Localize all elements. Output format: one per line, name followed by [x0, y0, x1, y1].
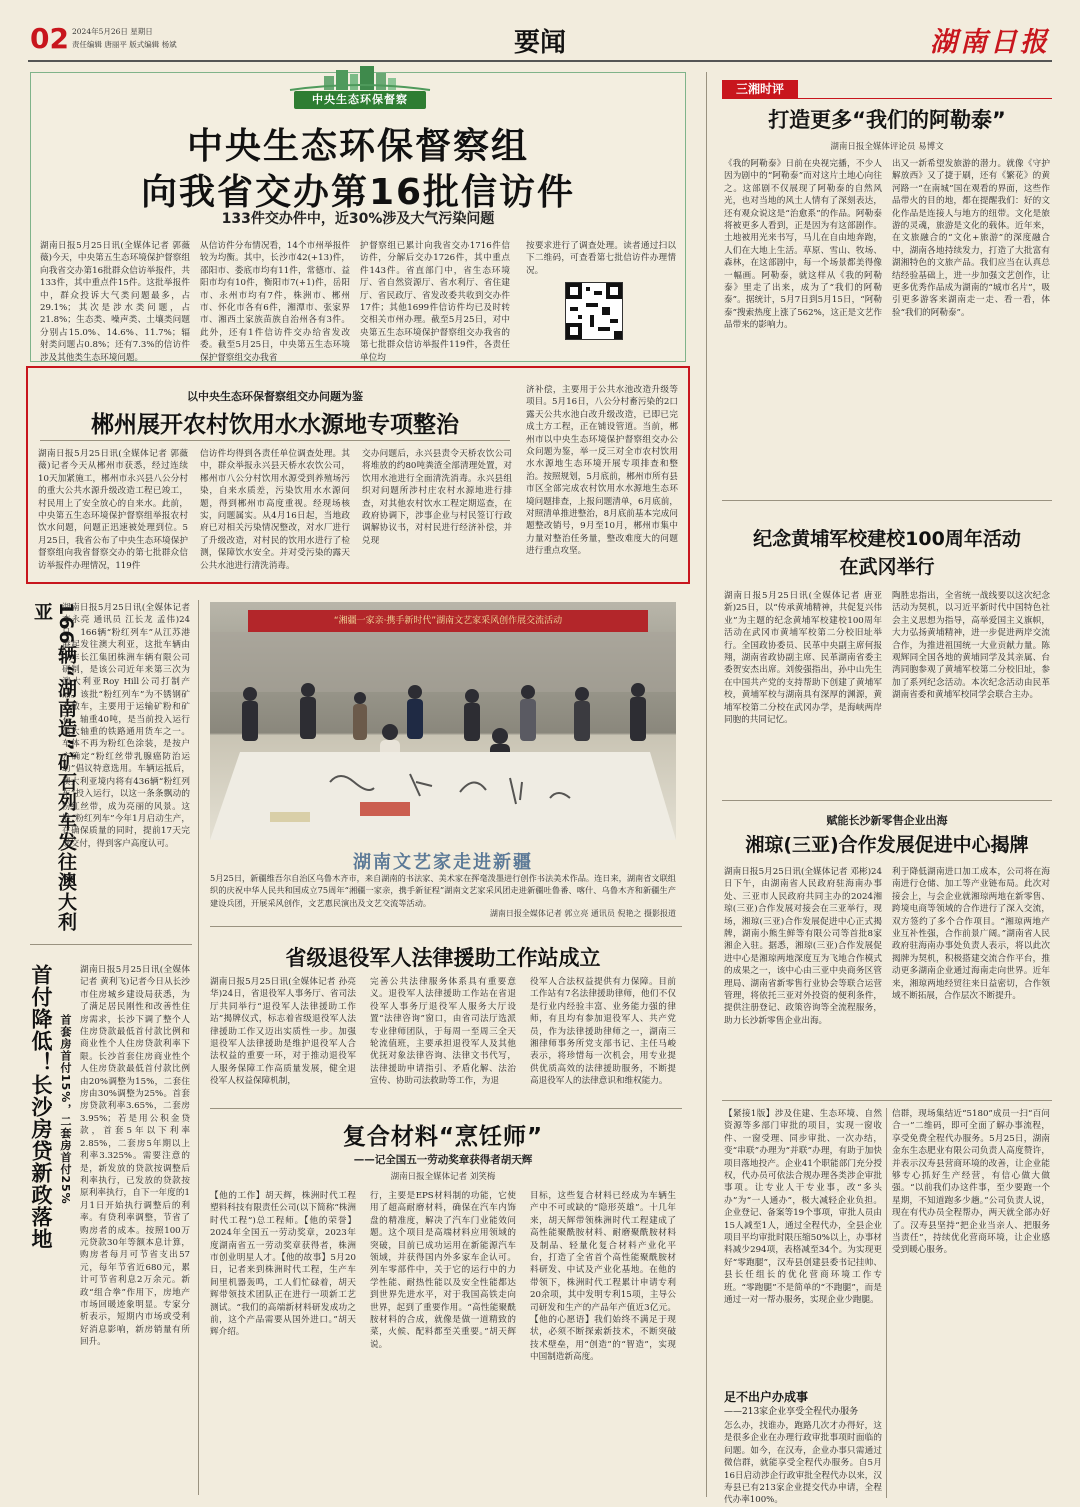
date-line: 2024年5月26日 星期日 — [72, 27, 153, 36]
service-col3-title: 足不出户办成事 — [724, 1390, 809, 1404]
commentary-tag-rule — [722, 98, 1052, 99]
housing-text: 湖南日报5月25日讯(全媒体记者 黄利飞)记者今日从长沙市住房城乡建设局获悉，为了满足居民刚性和改善性住房需求，长沙下调了整个人住房贷款最低首付款比例和商业性个人住房贷款利率下限。长沙首套住房商业性个人住房贷款最低首付款比例由20%调整为15%，二套住房由30%调整为25%。首套房贷款利率3.65%，二套房3.95%；若是用公积金贷款，首套5年以下利率2.85%，二套房5年期以上利率3.325%。需要注意的是，新发放的贷款按调整后利率执行，已发放的贷款按原利率执行，自下一年度的1月1日开始执行调整后的利率。有贷利率调整，节省了购房者的成本。按照100万元贷款30年等额本息计算，购房者每月可节省支出57元，每年节省近680元，累计可节省利息2万余元。新政“组合拳”作用下，房地产市场回暖迹象明显。专家分析表示，短期内市场或受利好消息影响，新房销量有所回升。 — [80, 965, 190, 1348]
chenzhou-col4: 济补偿，主要用于公共水池改造升级等项目。5月16日，八公分村畜污染的2口露天公共水池白改升级改造，已即已完成土方工程，正在铺设管道。当前，郴州市以中央生态环境保护督察组交办公众问题为鉴，举一反三对全市农村饮用水水源地生态环境开展专项排查和整治。按照规划，5月底前，郴州市所有县市区全部完成农村饮用水水源地生态环境问题排查，上报问题清单，6月底前，对照清单推进整治，8月底前基本完成问题整改销号，9月至10月，郴州市集中力量对整治任务量，整改难度大的问题进行重点攻坚。 — [526, 385, 678, 557]
qr-code-icon — [566, 283, 622, 339]
qr-code[interactable] — [565, 282, 623, 340]
env-banner-graphic — [280, 64, 440, 112]
service-col3: 怎么办，找谁办，跑路几次才办得好，这是很多企业在办理行政审批事项时面临的问题。如今，在汉寿，企业办事只需通过微信群，就能享受全程代办服务。自5月16日启动涉企行政审批全程代办以来，汉寿县已有213家企业提交代办申请，全程代办率100%。 — [724, 1421, 882, 1506]
lead-headline-line1: 中央生态环保督察组 — [186, 126, 529, 167]
xinjiang-photo — [210, 602, 676, 840]
composite-headline: 复合材料“烹饪师” — [342, 1124, 544, 1150]
masthead — [0, 0, 1080, 66]
veterans-col3: 役军人合法权益提供有力保障。目前工作站有7名法律援助律师，他们不仅是行业内经验丰富、业务能力强的律师，有且均有参加退役军人、共产党员，作为法律援助律师之一，湖南三湘律师事务所党支部书记、主任马峻表示，将珍惜每一次机会，用专业提供优质高效的法律援助服务，不断提高退役军人的法律意识和维权能力。 — [530, 977, 676, 1087]
lead-col4: 按要求进行了调查处理。读者通过扫以下二维码，可查看第七批信访件办理情况。 — [526, 241, 676, 276]
chenzhou-title-rule — [40, 440, 510, 441]
service-col1: 【紧接1版】涉及住建、生态环境、自然资源等多部门审批的项目，实现一窗收件、一窗受理、同步审批、一次办结，变“串联”办理为“并联”办理，有助于加快项目落地投产。企业41个职能部门充分授权，代办员可依法合规办理各类涉企审批事项。让专业人干专业事，改“多头办”为“一人通办”，极大减轻企业负担。企业登记、备案等19个事项，审批人员由15人减至1人，通过全程代办，全县企业项目平均审批时限压缩50%以上，办事材料减少294项，表格减至34个。为实现更好“零跑腿”，汉寿县创建县委书记挂帅、县长任组长的优化营商环境工作专班。“零跑腿”不是简单的“不跑腿”，而是通过一对一帮办服务，实现企业少跑腿。 — [724, 1109, 882, 1306]
train-text: 湖南日报5月25日讯(全媒体记者 李永亮 通讯员 江长龙 孟伟)24日，166辆“粉红列车”从江苏港港起发往澳大利亚，这批车辆由中车长江集团株洲车辆有限公司研制，是该公司近年来第三次为澳大利亚Roy Hill公司打制产品。该批“粉红列车”为不锈钢矿石敞车，主要用于运输矿粉和矿石，轴重40吨，是当前投入运行最大轴重的铁路通用货车之一。车体不再为粉红色涂装，是按户方确定“粉红丝带乳腺癌防治运动”倡议特意选用。车辆运抵后，澳大利亚境内将有436辆“粉红列车”投入运行，以这一条条飘动的粉红丝带，成为亮丽的风景。这批“粉红列车”今年1月启动生产，在确保质量的同时，提前17天完成交付，得到客户高度认可。 — [62, 603, 190, 849]
photo-event-banner: “湘疆一家亲·携手新时代”湖南文艺家采风创作展交流活动 — [248, 610, 648, 632]
hainan-col1: 湖南日报5月25日讯(全媒体记者 邓彬)24日下午，由湖南省人民政府驻海南办事处、三亚市人民政府共同主办的2024湘琼(三亚)合作发展对接会在三亚举行，现场，湘琼(三亚)合作发展促进中心正式揭牌，湖南小熊生鲜等有限公司等首批8家湘企入驻。据悉，湘琼(三亚)合作发展促进中心是湘琼两地深度互为飞地合作模式的成果之一，该中心由三亚中央商务区管理局、湖南省新零售行业协会等联合运营管理，将依托三亚对外投资的便利条件，提供注册登记、政策咨询等全流程服务，助力长沙新零售企业出海。 — [724, 867, 882, 1026]
whampoa-headline-line1: 纪念黄埔军校建校100周年活动 — [753, 528, 1021, 550]
editors-line: 责任编辑 唐丽平 版式编辑 杨斌 — [72, 40, 177, 49]
service-col3-subtitle: ——213家企业享受全程代办服务 — [724, 1407, 859, 1417]
commentary-byline: 湖南日报全媒体评论员 易博文 — [830, 142, 944, 152]
veterans-bottom-rule — [210, 1108, 682, 1109]
photo-credit: 湖南日报全媒体记者 郭立亮 通讯员 倪艳之 摄影报道 — [489, 909, 676, 918]
commentary-tag: 三湘时评 — [722, 80, 798, 98]
commentary-col2: 出又一新希望发旅游的潜力。就像《守护解放西》又了捷于刷，还有《繁花》的黄河路一“在南城”国在观看的界面，这些作品带火的目的地，都在提醒我们：好的文化作品是连接人与地方的纽带。文化是旅游的灵魂，旅游是文化的载体。近年来，在文旅融合的“文化+旅游”的深度融合中，湖南各地持续发力，打造了大批富有湖湘特色的文旅产品。我们应当在认真总结经验基础上，进一步加强文艺创作，让更多优秀作品成为湖南的“城市名片”，吸引更多游客来湖南走一走、看一看，体验“我们的阿勒泰”。 — [892, 159, 1050, 318]
column-divider-left — [198, 600, 199, 1495]
train-vertical-headline: 166辆“湖南造”矿石列车发往澳大利亚 — [31, 602, 77, 932]
composite-col1: 【他的工作】胡天辉，株洲时代工程塑料科技有限责任公司(以下简称“株洲时代工程”)总工程师。【他的荣誉】2024年全国五一劳动奖章，2023年度湖南省五一劳动奖章获得者，株洲市创业明星人才。【他的故事】5月20日，记者来到株洲时代工程，生产车间里机器轰鸣，工人们忙碌着，胡天辉带领技术团队正在进行一项新工艺测试。“我们的高端新材料研发成功之前，这个产品需要从国外进口。”胡天辉介绍。 — [210, 1191, 356, 1338]
commentary-col1: 《我的阿勒泰》日前在央视完播，不少人因为剧中的“阿勒泰”而对这片土地心向往之。这部剧不仅展现了阿勒泰的自然风光，也对当地的风土人情有了深刻表达，还有观众说这是“治愈系”的作品。阿勒泰将被更多人看到，正是因为有这部剧作。土地被用光来书写，马儿在自由地奔跑，人们在大地上生活。草原、雪山、牧场、森林，在这部剧中，每一个场景都美得像一幅画。阿勒泰，就这样从《我的阿勒泰》里走了出来，成为了“我们的阿勒泰”。据统计，5月7日到5月15日，“阿勒泰”搜索热度上涨了562%，这正是文艺作品带来的影响力。 — [724, 159, 882, 331]
lead-col2: 从信访件分布情况看，14个市州举报件较为均衡。其中，长沙市42(+13)件，邵阳市、娄底市均有11件，常德市、益阳市均有10件，衡阳市7(+1)件，岳阳市、永州市均有7件，株洲市、郴州市、怀化市各有6件，湘潭市、张家界市、湘西土家族苗族自治州各有3件。此外，还有1件信访件交办给省发改委。截至5月25日，中央第五生态环境保护督察组交办我省 — [200, 241, 350, 363]
lead-subheadline: 133件交办件中，近30%涉及大气污染问题 — [221, 211, 495, 227]
env-banner-label: 中央生态环保督察 — [294, 91, 426, 109]
composite-byline: 湖南日报全媒体记者 刘笑梅 — [390, 1172, 496, 1182]
chenzhou-col1: 湖南日报5月25日讯(全媒体记者 郭薇薇)记者今天从郴州市获悉，经过连续10天加紧施工，郴州市永兴县八公分村的重大公共水源升级改造工程已竣工，村民用上了安全放心的自来水。此前，中央第五生态环境保护督察组举报农村饮水问题，问题正迅速被处理到位。5月25日，我省公布了中央生态环境保护督察组向我省督察交办的第七批群众信访举报件办理情况，119件 — [38, 449, 188, 571]
photo-caption: 5月25日，新疆维吾尔自治区乌鲁木齐市，来自湖南的书法家、美术家在挥毫泼墨进行创作书法美术作品。连日来，湖南省文联组织的庆祝中华人民共和国成立75周年“湘疆一家亲，携手新征程”湖南文艺家采风团走进新疆吐鲁番、喀什、乌鲁木齐和新疆生产建设兵团，开展采风创作，文艺惠民演出及文艺交流等活动。 — [210, 873, 676, 908]
city-skyline-icon — [280, 64, 440, 94]
masthead-rule — [28, 60, 1052, 62]
chenzhou-kicker: 以中央生态环保督察组交办问题为鉴 — [187, 390, 363, 403]
commentary-headline: 打造更多“我们的阿勒泰” — [768, 108, 1006, 132]
composite-col3: 目标，这些复合材料已经成为车辆生产中不可或缺的“隐形英雄”。十几年来，胡天辉带领株洲时代工程建成了高性能聚酰胺材料、耐磨聚酰胺材料及制品、轻量化复合材料产业化平台，打造了全省首个高性能聚酰胺材料研发、中试及产业化基地。在他的带领下，株洲时代工程累计申请专利20余项，其中发明专利15项，主导公司研发和生产的产品年产值近3亿元。【他的心愿语】我们始终不满足于现状，必须不断探索新技术，不断突破技术壁垒，用“创造”的“智造”，实现中国制造新高度。 — [530, 1191, 676, 1363]
lead-col3: 护督察组已累计向我省交办1716件信访件，分解后交办1726件，其中重点件143件。省直部门中，省生态环境厅、省自然资源厅、省水利厅、省住建厅、省民政厅、省发改委共收到交办件17件；其他1699件信访件均已及时转交相关市州办理。截至5月25日，对中央第五生态环境保护督察组交办我省的第七批群众信访举报件119件，各责任单位均 — [360, 241, 510, 363]
veterans-headline: 省级退役军人法律援助工作站成立 — [285, 946, 601, 970]
chenzhou-col2: 信访件均得到各责任单位调查处理。其中，群众举报永兴县天桥水农饮公司，郴州市八公分村饮用水源受到养殖场污染，自来水质差，污染饮用水水源问题，得到郴州市高度重视。经现场核实，问题属实。从4月16日起，当地政府已对相关污染情况整改，对水厂进行了升级改造，对村民的饮用水进行了检测，保障饮水安全。并对受污染的露天公共水池进行清洗消毒。 — [200, 449, 350, 571]
photo-scene — [210, 602, 676, 840]
whampoa-headline-line2: 在武冈举行 — [839, 556, 935, 578]
housing-vertical-subtitle: 首套房首付15%，二套房首付25% — [59, 1014, 72, 1205]
chenzhou-headline: 郴州展开农村饮用水水源地专项整治 — [91, 412, 459, 438]
lead-headline-line2: 向我省交办第16批信访件 — [140, 172, 576, 213]
section-title: 要闻 — [513, 28, 566, 58]
whampoa-bottom-rule — [722, 800, 1052, 801]
service-col2: 信群，现场集结近“5180”成员一扫“百问合一”二维码，即可全面了解办事流程，享受免费全程代办服务。5月25日，湖南金东生态肥业有限公司负责人高度赞许，并表示汉寿县营商环境的改善，让企业能够专心抓好生产经营，有信心做大做强。“以前我们办这件事，至少要跑一个星期，不知道跑多少趟。”公司负责人说，现在有代办员全程帮办，两天就全部办好了。汉寿县坚持“把企业当亲人、把服务当责任”，持续优化营商环境，让企业感受到暖心服务。 — [892, 1109, 1050, 1256]
hainan-bottom-rule — [722, 1100, 1052, 1101]
train-bottom-rule — [30, 944, 192, 945]
column-divider-service — [886, 1108, 887, 1498]
composite-subheadline: ——记全国五一劳动奖章获得者胡天辉 — [353, 1154, 533, 1166]
housing-vertical-headline: 首付降低！长沙房贷新政落地 — [29, 964, 53, 1250]
veterans-col1: 湖南日报5月25日讯(全媒体记者 孙亮华)24日，省退役军人事务厅、省司法厅共同举行“退役军人法律援助工作站”揭牌仪式，标志着省级退役军人法律援助工作又迈出实质性一步。加强退役军人法律援助是维护退役军人合法权益的重要一环，对于推动退役军人服务保障工作高质量发展，健全退役军人权益保障机制， — [210, 977, 356, 1087]
newspaper-name-logo: 湖南日报 — [930, 27, 1050, 58]
whampoa-col2: 陶胜忠指出，全省统一战线要以这次纪念活动为契机，以习近平新时代中国特色社会主义思想为指导，高举爱国主义旗帜，大力弘扬黄埔精神，进一步促进两岸交流合作，为推进祖国统一大业贡献力量。陈观辉同全国各地的黄埔同学及其亲属、台湾同胞参观了黄埔军校第二分校旧址，参加了系列纪念活动。本次纪念活动由民革湖南省委和黄埔军校同学会联合主办。 — [892, 591, 1050, 701]
commentary-bottom-rule — [722, 500, 1052, 501]
photo-headline: 湖南文艺家走进新疆 — [353, 852, 533, 873]
hainan-col2: 利于降低湖南进口加工成本，公司将在海南进行仓储、加工等产业链布局。此次对接会上，与会企业就湘琼两地在新零售、跨境电商等领域的合作进行了深入交流，双方签约了多个合作项目。“湘琼两地产业互补性强，合作前景广阔。”湖南省人民政府驻海南办事处负责人表示，将以此次揭牌为契机，积极搭建交流合作平台，推动更多湖南企业通过海南走向世界。近年来，湘琼两地经贸往来日益密切，合作领域不断拓展，合作层次不断提升。 — [892, 867, 1050, 1002]
chenzhou-col3: 交办问题后，永兴县责令天桥农饮公司将堆放的约80吨粪渣全部清理处置，对饮用水池进行全面清洗消毒。永兴县组织对问题所涉村庄农村水源地进行排查，对其他农村饮水工程定期巡查，在政府协调下，涉事企业与村民签订行政调解协议书，对村民进行经济补偿，并兑现 — [362, 449, 512, 546]
lead-col1: 湖南日报5月25日讯(全媒体记者 郭薇薇)今天，中央第五生态环境保护督察组向我省交办第16批群众信访举报件，共133件，其中重点件15件。这批举报件中，群众投诉大气类问题最多，占29.1%；其次是涉水类问题，占21.8%；生态类、噪声类、土壤类问题分别占15.0%、14.6%、11.7%；辐射类问题占0.8%；还有7.3%的信访件涉及其他类生态环境问题。 — [40, 241, 190, 363]
whampoa-col1: 湖南日报5月25日讯(全媒体记者 唐亚新)25日，以“传承黄埔精神，共促复兴伟业”为主题的纪念黄埔军校建校100周年活动在武冈市黄埔军校第二分校旧址举行。全国政协委员、民革中央副主席何报翔，湖南省政协副主席、民革湖南省委主委贺安杰出席。刘俊强指出，孙中山先生在中国共产党的支持帮助下创建了黄埔军校，黄埔军校与湖南具有深厚的渊源，黄埔军校第二分校在武冈办学，是海峡两岸同胞的共同记忆。 — [724, 591, 882, 726]
hainan-kicker: 赋能长沙新零售企业出海 — [826, 814, 948, 827]
veterans-col2: 完善公共法律服务体系具有重要意义。退役军人法律援助工作站在省退役军人事务厅退役军人服务大厅设置“法律咨询”窗口，由省司法厅选派专业律师团队，于每周一至周三全天轮流值班，主要承担退役军人及其他优抚对象法律咨询、法律文书代写，法律援助申请指引、矛盾化解、法治宣传、协助司法救助等工作，为退 — [370, 977, 516, 1087]
page-number: 02 — [30, 22, 69, 55]
photo-bottom-rule — [210, 926, 682, 927]
column-divider-right — [706, 72, 707, 1497]
hainan-headline: 湘琼(三亚)合作发展促进中心揭牌 — [745, 834, 1029, 856]
composite-col2: 行，主要是EPS材料制的功能，它使用了超高耐磨材料，确保在汽车内饰盘的精准度，解决了汽车门业能效问题。这个项目是高端材料应用领域的突破，目前已成功运用在新能源汽车领域，并获得国内外多家车企认可。列车零部件中，关于它的运行中的力学性能、耐热性能以及安全性能都达到世界先进水平，对于我国高铁走向世界，起到了重要作用。“高性能聚酰胺材料的合成，就像是做一道精致的菜，火候、配料都至关重要。”胡天辉说。 — [370, 1191, 516, 1350]
